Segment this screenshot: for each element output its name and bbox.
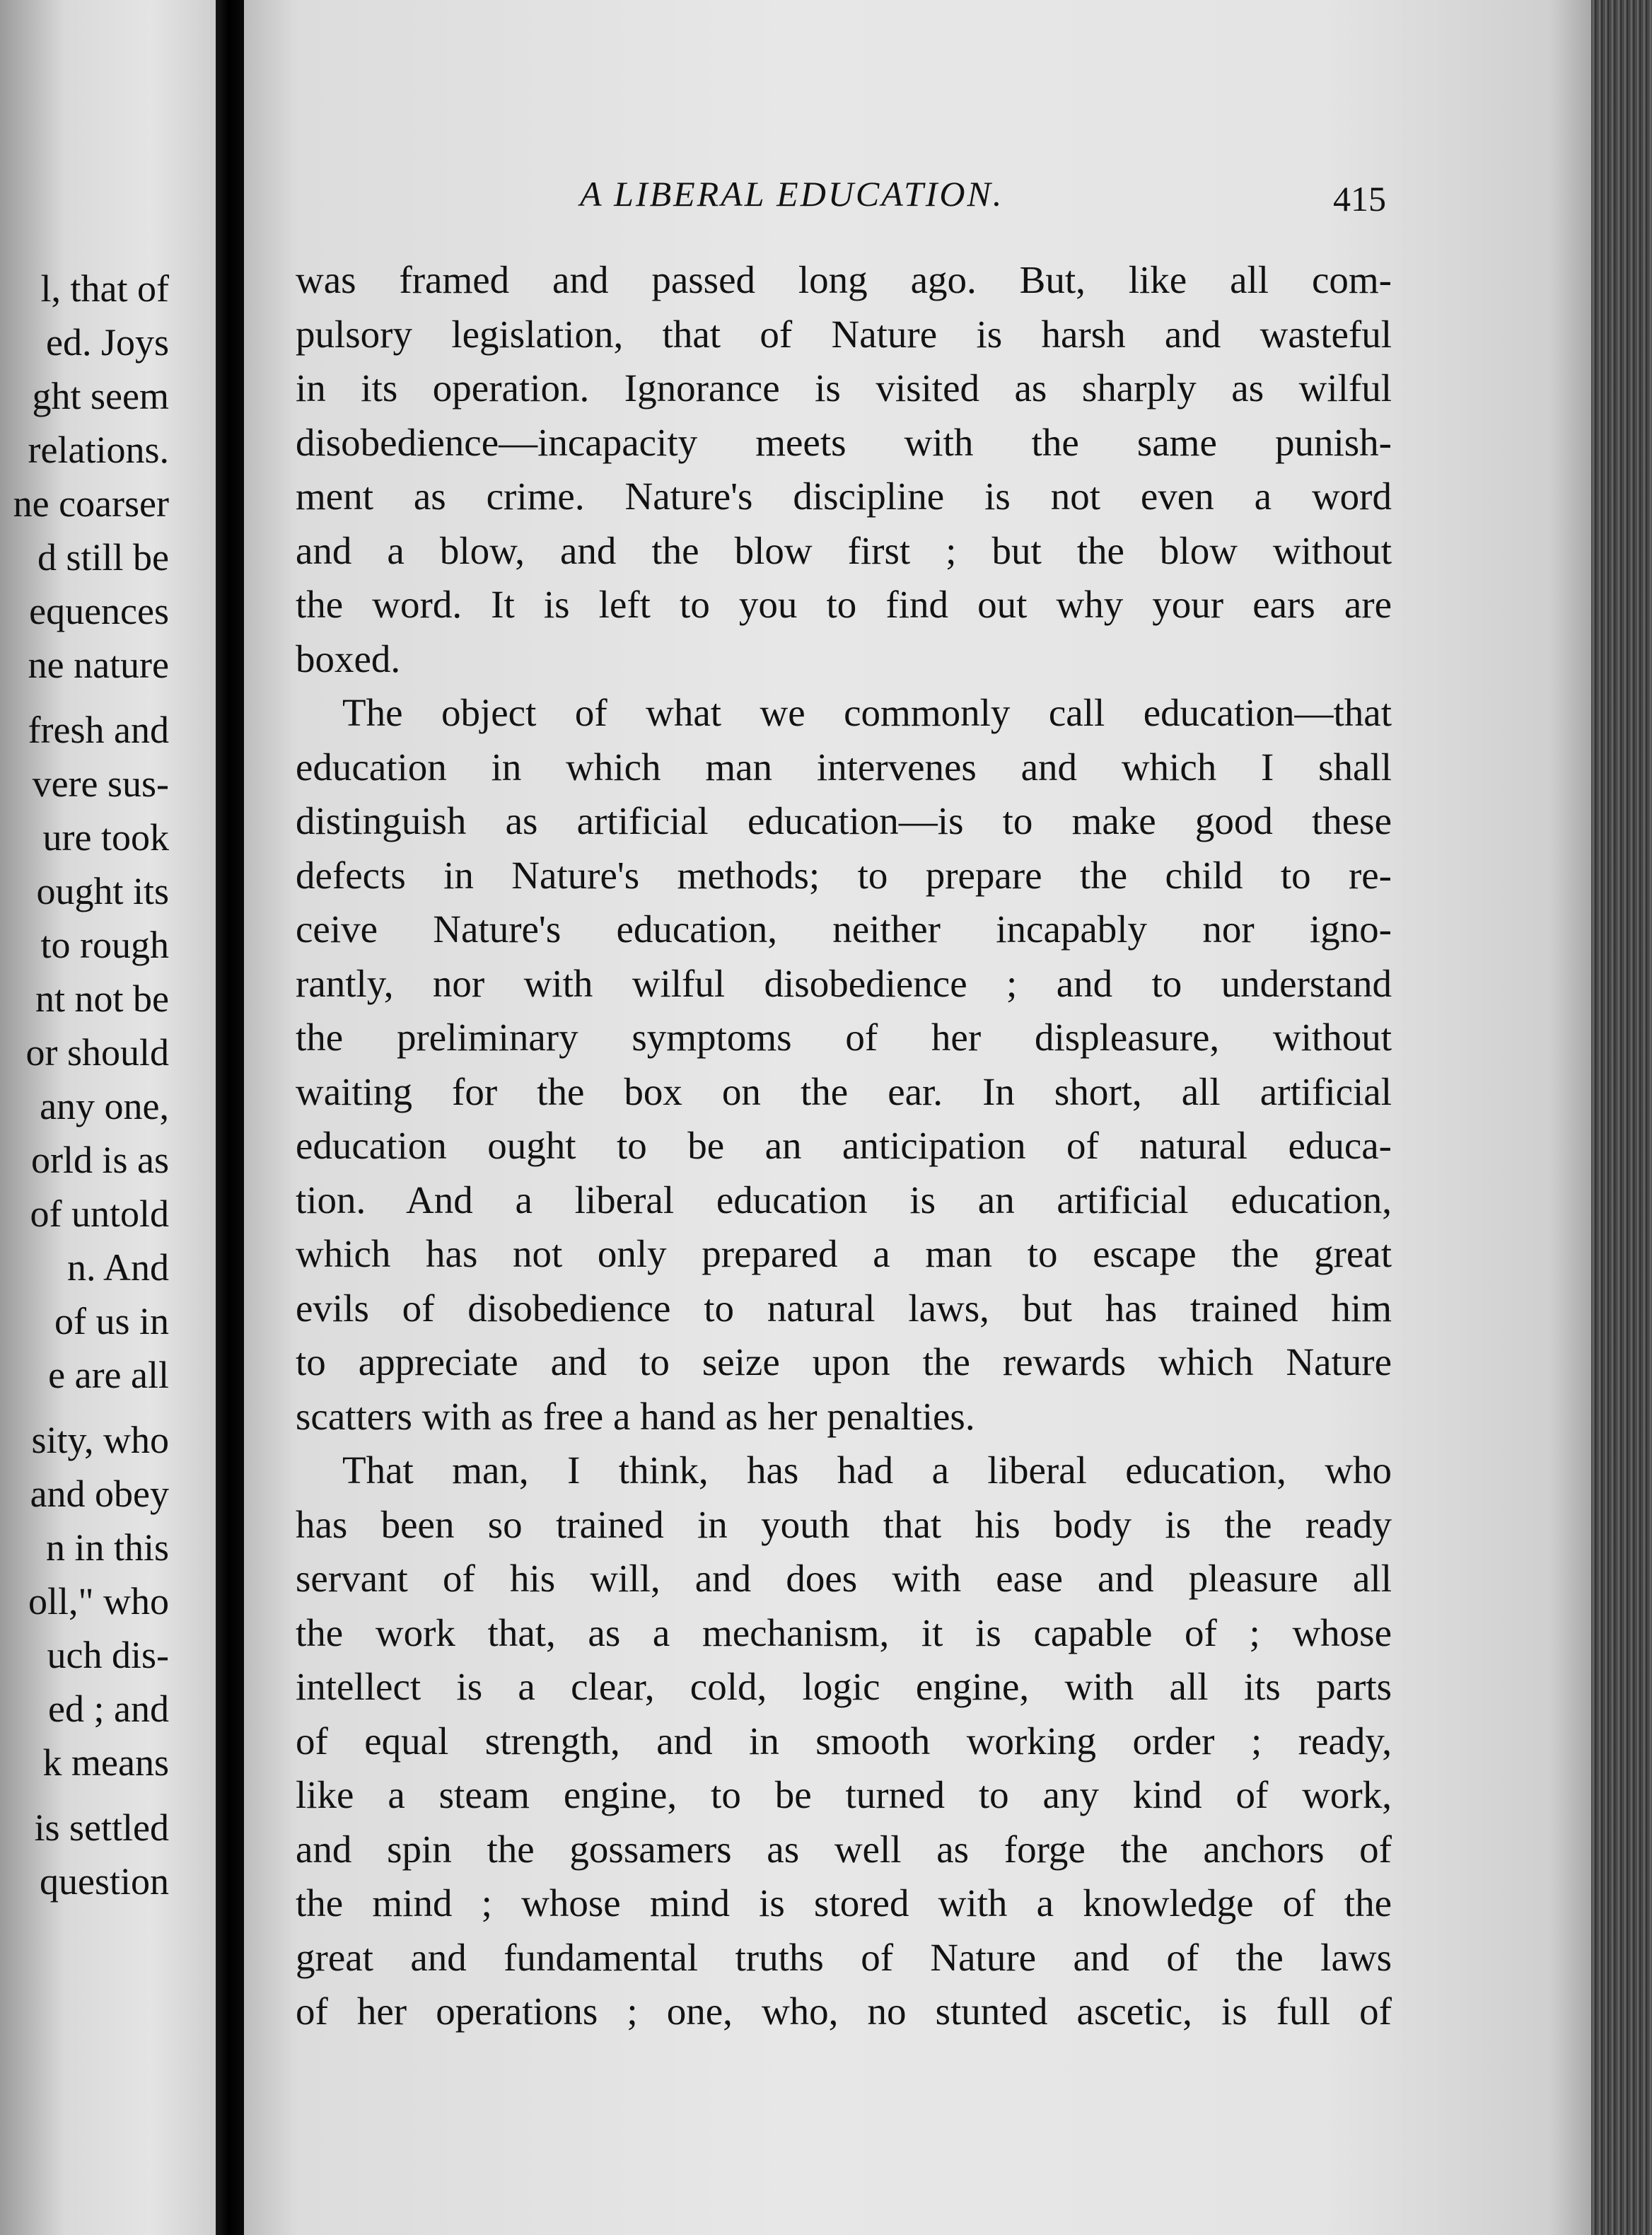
previous-page-line: ed. Joys <box>46 321 169 364</box>
previous-page-line: ed ; and <box>48 1688 169 1730</box>
text-line: ceive Nature's education, neither incapably nor igno- <box>296 907 1392 951</box>
page-number: 415 <box>1333 179 1386 219</box>
previous-page-line: of untold <box>30 1192 169 1235</box>
previous-page-line: and obey <box>30 1473 169 1515</box>
previous-page-line: ne nature <box>28 644 169 686</box>
previous-page-line: or should <box>25 1031 169 1074</box>
text-line: waiting for the box on the ear. In short, all artificial <box>296 1069 1392 1113</box>
previous-page-line: n. And <box>66 1246 169 1289</box>
previous-page-gap <box>13 1789 169 1801</box>
previous-page-line: ought its <box>36 870 169 912</box>
running-head: A LIBERAL EDUCATION. <box>580 174 1004 214</box>
text-line: in its operation. Ignorance is visited as sharply as wilful <box>296 366 1392 410</box>
previous-page-text <box>13 262 169 1908</box>
text-line: the mind ; whose mind is stored with a knowledge of the <box>296 1881 1392 1925</box>
text-line: That man, I think, has had a liberal education, who <box>342 1449 1392 1492</box>
text-line: the word. It is left to you to find out why your ears are <box>296 583 1392 626</box>
previous-page-line: n in this <box>45 1526 169 1569</box>
text-line: disobedience—incapacity meets with the same punish- <box>296 420 1392 464</box>
book-gutter <box>216 0 244 2235</box>
previous-page-line: question <box>40 1860 169 1903</box>
previous-page-line: l, that of <box>40 267 169 310</box>
paragraph <box>296 1444 1392 2039</box>
text-line: scatters with as free a hand as her penalties. <box>296 1394 975 1438</box>
previous-page-line: oll," who <box>28 1580 169 1622</box>
text-line: and spin the gossamers as well as forge the anchors of <box>296 1827 1392 1871</box>
text-line: education ought to be an anticipation of natural educa- <box>296 1124 1392 1167</box>
text-line: the preliminary symptoms of her displeasure, without <box>296 1016 1392 1059</box>
text-line: boxed. <box>296 637 401 680</box>
previous-page-line: vere sus- <box>32 762 169 805</box>
text-line: ment as crime. Nature's discipline is not even a word <box>296 475 1392 518</box>
page-body-text <box>296 253 1392 2039</box>
previous-page-line: relations. <box>28 429 169 471</box>
previous-page-line: to rough <box>40 924 169 966</box>
text-line: evils of disobedience to natural laws, but has trained him <box>296 1286 1392 1330</box>
previous-page-line: k means <box>42 1741 169 1784</box>
previous-page-line: of us in <box>54 1300 169 1342</box>
text-line: has been so trained in youth that his body is the ready <box>296 1502 1392 1546</box>
page-edges <box>1591 0 1652 2235</box>
text-line: intellect is a clear, cold, logic engine, with all its parts <box>296 1665 1392 1708</box>
previous-page-line: e are all <box>48 1354 169 1396</box>
text-line: education in which man intervenes and which I shall <box>296 745 1392 789</box>
text-line: servant of his will, and does with ease and pleasure all <box>296 1557 1392 1600</box>
text-line: rantly, nor with wilful disobedience ; and to understand <box>296 961 1392 1005</box>
text-line: The object of what we commonly call education—that <box>342 691 1392 734</box>
text-line: to appreciate and to seize upon the rewards which Nature <box>296 1340 1392 1383</box>
previous-page-strip <box>0 0 216 2235</box>
paragraph <box>296 686 1392 1444</box>
previous-page-line: ure took <box>42 816 169 859</box>
text-line: defects in Nature's methods; to prepare the child to re- <box>296 853 1392 897</box>
previous-page-line: uch dis- <box>47 1634 169 1676</box>
previous-page-gap <box>13 1402 169 1413</box>
previous-page-line: sity, who <box>31 1419 169 1461</box>
previous-page-line: orld is as <box>31 1139 169 1181</box>
text-line: of equal strength, and in smooth working order ; ready, <box>296 1719 1392 1763</box>
text-line: distinguish as artificial education—is to make good these <box>296 799 1392 842</box>
text-line: was framed and passed long ago. But, like all com- <box>296 258 1392 301</box>
previous-page-line: nt not be <box>35 977 169 1020</box>
paragraph <box>296 253 1392 686</box>
text-line: pulsory legislation, that of Nature is harsh and wasteful <box>296 312 1392 356</box>
previous-page-line: is settled <box>34 1806 169 1849</box>
text-line: like a steam engine, to be turned to any kind of work, <box>296 1773 1392 1816</box>
text-line: tion. And a liberal education is an artificial education, <box>296 1178 1392 1221</box>
text-line: and a blow, and the blow first ; but the blow without <box>296 528 1392 572</box>
previous-page-line: ne coarser <box>13 482 169 525</box>
text-line: the work that, as a mechanism, it is capable of ; whose <box>296 1610 1392 1654</box>
previous-page-line: equences <box>29 590 169 632</box>
previous-page-line: ght seem <box>32 375 169 417</box>
previous-page-line: any one, <box>40 1085 169 1127</box>
previous-page-line: fresh and <box>28 709 169 751</box>
text-line: great and fundamental truths of Nature and of the laws <box>296 1935 1392 1979</box>
previous-page-gap <box>13 692 169 703</box>
text-line: which has not only prepared a man to escape the great <box>296 1232 1392 1275</box>
text-line: of her operations ; one, who, no stunted ascetic, is full of <box>296 1990 1392 2033</box>
previous-page-line: d still be <box>37 536 169 579</box>
